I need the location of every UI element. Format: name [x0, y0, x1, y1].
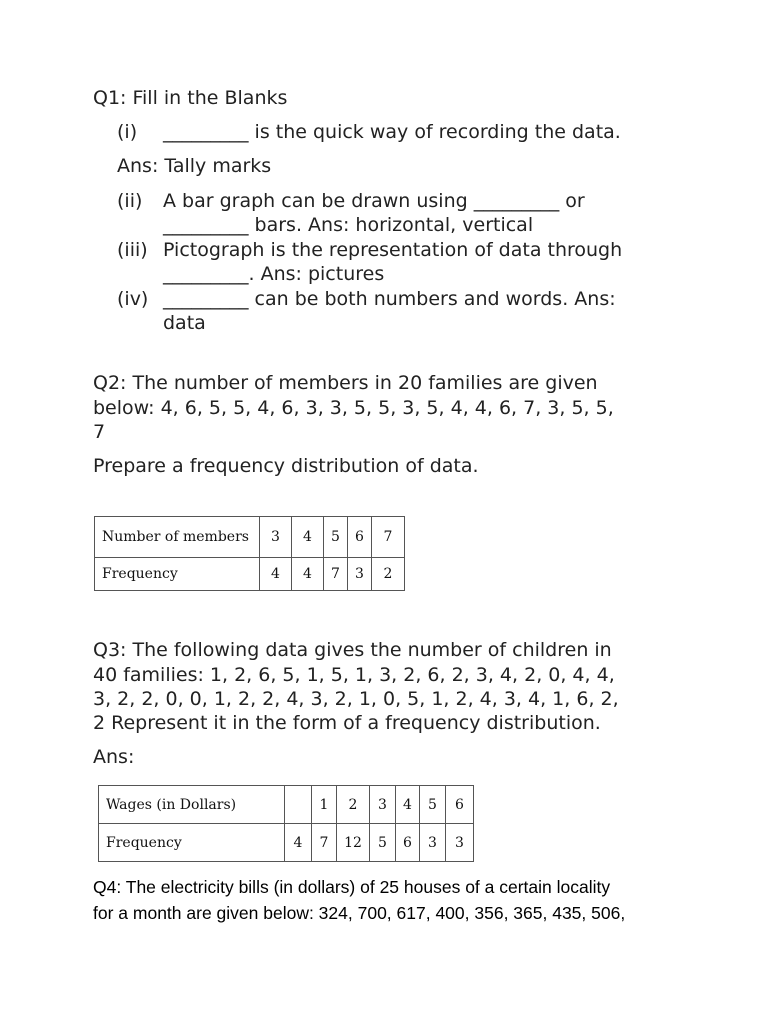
q2-line: below: 4, 6, 5, 5, 4, 6, 3, 3, 5, 5, 3, 5, 4, 4, 6, 7, 3, 5, 5,: [93, 397, 614, 419]
q1-item-number: (iii): [117, 239, 148, 261]
q1-item-text-line1: A bar graph can be drawn using _________ or: [163, 190, 585, 212]
table-row: [99, 824, 474, 862]
table-cell: 7: [372, 517, 405, 558]
table-cell: 5: [324, 517, 348, 558]
table-cell: 6: [396, 824, 420, 862]
table-cell: 4: [260, 558, 292, 591]
table-cell: 1: [312, 786, 337, 824]
table-cell: 6: [446, 786, 474, 824]
q2-instruction: Prepare a frequency distribution of data.: [93, 455, 479, 477]
q3-line: 2 Represent it in the form of a frequency distribution.: [93, 712, 601, 734]
q2-line: 7: [93, 421, 106, 443]
table-cell: 4: [292, 517, 324, 558]
table-header-cell: Number of members: [95, 517, 260, 558]
q3-line: Q3: The following data gives the number of children in: [93, 639, 612, 661]
q2-frequency-table: [94, 516, 405, 591]
table-cell: 3: [446, 824, 474, 862]
q1-item-text-line2: _________ bars. Ans: horizontal, vertical: [163, 214, 534, 236]
table-row: [95, 517, 405, 558]
q1-item-text-line1: Pictograph is the representation of data through: [163, 239, 623, 261]
q1-item-number: (iv): [117, 288, 149, 310]
q1-item-text: _________ is the quick way of recording the data.: [163, 121, 621, 143]
table-header-cell: Frequency: [99, 824, 285, 862]
q1-answer-i: Ans: Tally marks: [117, 155, 272, 177]
q1-item-number: (i): [117, 121, 138, 143]
table-cell: 3: [420, 824, 446, 862]
table-cell: 4: [292, 558, 324, 591]
table-cell: 7: [324, 558, 348, 591]
q3-line: 3, 2, 2, 0, 0, 1, 2, 2, 4, 3, 2, 1, 0, 5, 1, 2, 4, 3, 4, 1, 6, 2,: [93, 688, 619, 710]
q2-line: Q2: The number of members in 20 families are given: [93, 372, 598, 394]
table-cell: 3: [260, 517, 292, 558]
q4-line: for a month are given below: 324, 700, 617, 400, 356, 365, 435, 506,: [93, 903, 626, 923]
table-cell: 5: [420, 786, 446, 824]
table-cell: 2: [337, 786, 370, 824]
table-cell: 3: [370, 786, 396, 824]
table-row: [95, 558, 405, 591]
q1-title: Q1: Fill in the Blanks: [93, 87, 288, 109]
q4-line: Q4: The electricity bills (in dollars) of 25 houses of a certain locality: [93, 877, 611, 897]
table-row: [99, 786, 474, 824]
table-cell: 3: [348, 558, 372, 591]
table-cell: [285, 786, 312, 824]
q3-answer-label: Ans:: [93, 746, 135, 768]
q1-item-number: (ii): [117, 190, 143, 212]
table-cell: 5: [370, 824, 396, 862]
table-cell: 4: [285, 824, 312, 862]
table-cell: 2: [372, 558, 405, 591]
q1-item-text-line2: _________. Ans: pictures: [163, 263, 385, 285]
q3-line: 40 families: 1, 2, 6, 5, 1, 5, 1, 3, 2, 6, 2, 3, 4, 2, 0, 4, 4,: [93, 664, 615, 686]
q1-item-text-line2: data: [163, 312, 206, 334]
table-cell: 4: [396, 786, 420, 824]
table-cell: 7: [312, 824, 337, 862]
table-header-cell: Wages (in Dollars): [99, 786, 285, 824]
table-cell: 6: [348, 517, 372, 558]
q3-frequency-table: [98, 785, 474, 862]
table-header-cell: Frequency: [95, 558, 260, 591]
table-cell: 12: [337, 824, 370, 862]
q1-item-text-line1: _________ can be both numbers and words. Ans:: [163, 288, 616, 310]
